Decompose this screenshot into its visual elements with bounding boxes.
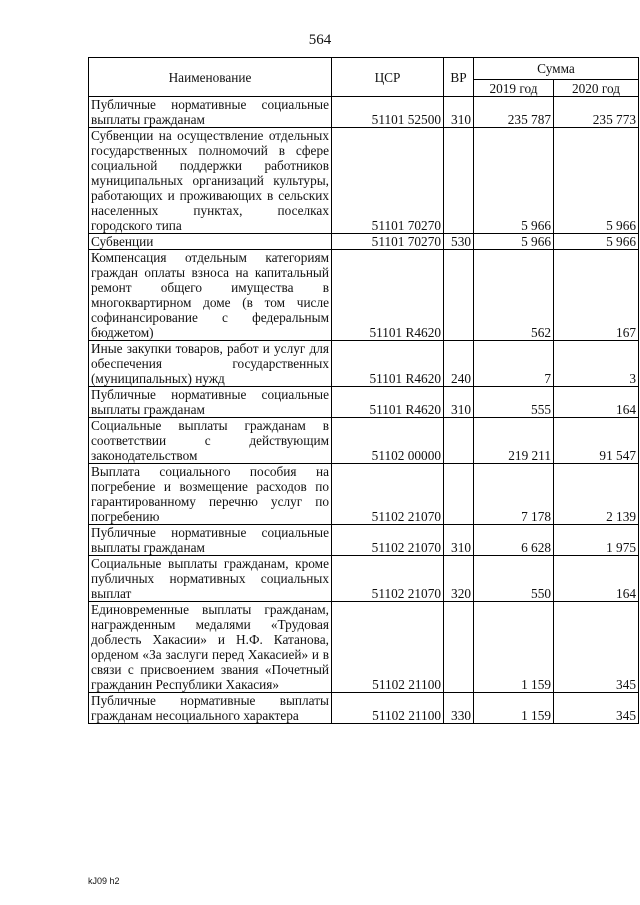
row-sum-2020: 3 [554,341,639,387]
table-row [89,387,639,418]
row-sum-2020: 167 [554,250,639,341]
header-csr: ЦСР [332,58,444,97]
row-vr [444,602,474,693]
header-vr: ВР [444,58,474,97]
row-vr: 320 [444,556,474,602]
header-year-2019: 2019 год [474,80,554,97]
row-sum-2020: 91 547 [554,418,639,464]
row-sum-2020: 5 966 [554,234,639,250]
row-csr: 51102 21070 [332,464,444,525]
row-vr [444,128,474,234]
table-row [89,97,639,128]
row-name: Публичные нормативные социальные выплаты гражданам [89,525,332,556]
row-name: Субвенции на осуществление отдельных государственных полномочий в сфере социальной поддержки работников муниципальных организаций культуры, работающих и проживающих в сельских населенных пунктах, поселках городского типа [89,128,332,234]
row-vr [444,464,474,525]
row-sum-2019: 1 159 [474,693,554,724]
row-vr: 310 [444,387,474,418]
row-vr: 240 [444,341,474,387]
row-csr: 51102 21100 [332,693,444,724]
row-sum-2020: 1 975 [554,525,639,556]
row-sum-2019: 219 211 [474,418,554,464]
row-csr: 51102 21070 [332,556,444,602]
table-row [89,341,639,387]
table-row [89,602,639,693]
row-sum-2020: 345 [554,693,639,724]
table-row [89,525,639,556]
row-csr: 51101 R4620 [332,387,444,418]
row-sum-2020: 235 773 [554,97,639,128]
table-row [89,234,639,250]
row-csr: 51102 21100 [332,602,444,693]
row-name: Компенсация отдельным категориям граждан оплаты взноса на капитальный ремонт общего имущества в многоквартирном доме (в том числе софинансирование с федеральным бюджетом) [89,250,332,341]
table-row [89,693,639,724]
row-sum-2019: 562 [474,250,554,341]
row-sum-2020: 2 139 [554,464,639,525]
row-vr: 530 [444,234,474,250]
row-vr [444,250,474,341]
row-name: Единовременные выплаты гражданам, награжденным медалями «Трудовая доблесть Хакасии» и Н.Ф. Катанова, орденом «За заслуги перед Хакасией» и в связи с присвоением звания «Почетный гражданин Республики Хакасия» [89,602,332,693]
row-sum-2020: 345 [554,602,639,693]
row-name: Публичные нормативные социальные выплаты гражданам [89,387,332,418]
row-sum-2019: 1 159 [474,602,554,693]
table-row [89,128,639,234]
row-name: Выплата социального пособия на погребение и возмещение расходов по гарантированному перечню услуг по погребению [89,464,332,525]
footer-code: kJ09 h2 [88,876,120,886]
row-sum-2019: 7 [474,341,554,387]
row-name: Субвенции [89,234,332,250]
row-vr: 330 [444,693,474,724]
row-csr: 51101 70270 [332,128,444,234]
row-sum-2019: 5 966 [474,128,554,234]
header-name: Наименование [89,58,332,97]
row-csr: 51102 21070 [332,525,444,556]
row-name: Публичные нормативные социальные выплаты гражданам [89,97,332,128]
header-year-2020: 2020 год [554,80,639,97]
row-sum-2019: 6 628 [474,525,554,556]
row-csr: 51101 70270 [332,234,444,250]
row-name: Публичные нормативные выплаты гражданам несоциального характера [89,693,332,724]
row-csr: 51101 R4620 [332,341,444,387]
row-csr: 51101 52500 [332,97,444,128]
table-row [89,464,639,525]
row-name: Иные закупки товаров, работ и услуг для обеспечения государственных (муниципальных) нужд [89,341,332,387]
row-vr [444,418,474,464]
row-sum-2019: 555 [474,387,554,418]
row-sum-2020: 5 966 [554,128,639,234]
row-sum-2019: 235 787 [474,97,554,128]
row-sum-2019: 7 178 [474,464,554,525]
header-sum: Сумма [474,58,639,80]
row-sum-2020: 164 [554,556,639,602]
row-name: Социальные выплаты гражданам в соответствии с действующим законодательством [89,418,332,464]
row-sum-2020: 164 [554,387,639,418]
table-row [89,418,639,464]
row-vr: 310 [444,97,474,128]
page-number: 564 [308,32,332,48]
row-csr: 51102 00000 [332,418,444,464]
row-vr: 310 [444,525,474,556]
row-sum-2019: 550 [474,556,554,602]
table-row [89,556,639,602]
row-csr: 51101 R4620 [332,250,444,341]
table-row [89,250,639,341]
row-sum-2019: 5 966 [474,234,554,250]
row-name: Социальные выплаты гражданам, кроме публичных нормативных социальных выплат [89,556,332,602]
budget-table [88,57,639,724]
